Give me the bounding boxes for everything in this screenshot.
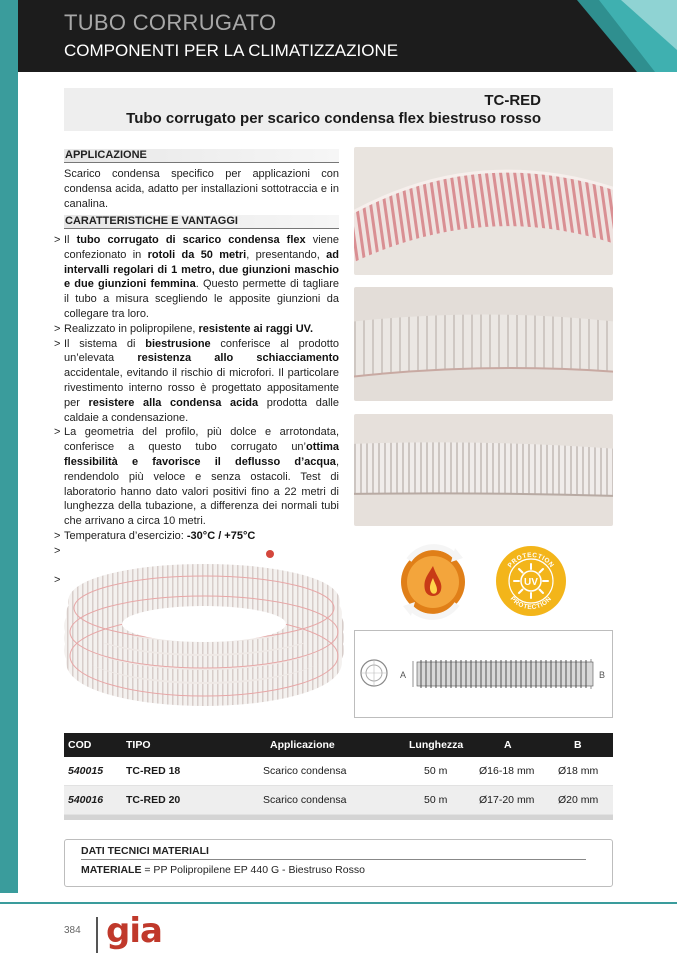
category-title: TUBO CORRUGATO	[64, 10, 277, 35]
cell-cod: 540016	[68, 794, 104, 806]
header-corner-decoration	[537, 0, 677, 72]
product-photo-coil	[62, 542, 346, 710]
subcategory-title: COMPONENTI PER LA CLIMATIZZAZIONE	[64, 41, 399, 60]
feature-text-bold: ad intervalli regolari di 1 metro, due giunzioni maschio e due giunzioni femmina	[64, 248, 340, 291]
header-cod: COD	[68, 739, 92, 751]
feature-text: . Questo permette di tagliare il tubo a misura scegliendo le apposite giunzioni da collegare tra loro.	[64, 278, 340, 320]
header-lunghezza: Lunghezza	[409, 739, 464, 751]
feature-text: , rendendolo più veloce e senza ostacoli. Test di laboratorio hanno dato valori positivi fino a 22 metri di lunghezza della tubazione, a differenza dei normali tubi che arrivano a circa 10 metri.	[64, 455, 339, 528]
page-number: 384	[64, 925, 81, 936]
feature-item	[51, 233, 339, 322]
feature-text-bold: tubo corrugato di scarico condensa flex	[76, 234, 306, 246]
cell-b: Ø20 mm	[558, 794, 599, 806]
header-a: A	[504, 739, 512, 751]
feature-text-bold: resistente ai raggi UV.	[198, 322, 314, 335]
cell-b: Ø18 mm	[558, 765, 599, 777]
feature-text-bold: resistenza allo schiacciamento	[137, 352, 339, 365]
product-code: TC-RED	[484, 92, 541, 109]
feature-text: , presentando,	[246, 248, 327, 261]
materiale-label: MATERIALE	[81, 864, 142, 876]
bullet-marker: >	[54, 337, 61, 350]
table-row	[64, 786, 613, 815]
uv-bottom-label: PROTECTION	[508, 595, 554, 612]
product-title-box	[64, 88, 613, 131]
bullet-marker: >	[54, 322, 61, 335]
product-photo-corrugated	[354, 414, 613, 526]
cell-lunghezza: 50 m	[424, 794, 448, 806]
feature-text: Realizzato in polipropilene,	[64, 322, 199, 335]
cell-a: Ø16-18 mm	[479, 765, 535, 777]
caratteristiche-heading: CARATTERISTICHE E VANTAGGI	[64, 215, 339, 229]
cell-lunghezza: 50 m	[424, 765, 448, 777]
cell-tipo: TC-RED 18	[126, 765, 181, 777]
bullet-marker: >	[54, 544, 61, 557]
uv-top-label: PROTECTION	[506, 551, 556, 570]
feature-text-bold: -30°C / +75°C	[186, 529, 256, 542]
materiale-value: = PP Polipropilene EP 440 G - Biestruso Rosso	[141, 864, 365, 876]
product-table	[64, 733, 613, 820]
feature-text: La geometria del profilo, più dolce e arrotondata, conferisce a questo tubo corrugato un’	[64, 426, 339, 454]
bullet-marker: >	[54, 426, 61, 439]
dati-tecnici-box	[64, 839, 613, 887]
uv-center-label: UV	[524, 577, 538, 588]
logo-separator	[96, 917, 98, 953]
product-photo-biestruso	[354, 287, 613, 401]
cell-tipo: TC-RED 20	[126, 794, 181, 806]
fire-resistance-icon	[397, 542, 469, 620]
feature-item	[51, 322, 339, 337]
feature-text-bold: ottima flessibilità e favorisce il deflusso d’acqua	[64, 441, 339, 468]
header-tipo: TIPO	[126, 739, 151, 751]
product-photo-ribbed	[354, 147, 613, 275]
cell-a: Ø17-20 mm	[479, 794, 535, 806]
applicazione-heading: APPLICAZIONE	[64, 149, 339, 163]
bullet-marker: >	[54, 234, 61, 246]
cell-applicazione: Scarico condensa	[263, 794, 347, 806]
side-accent-bar	[0, 0, 18, 893]
brand-logo: gia	[106, 911, 162, 951]
product-description: Tubo corrugato per scarico condensa flex biestruso rosso	[126, 110, 541, 127]
cell-cod: 540015	[68, 765, 104, 777]
feature-text-bold: biestrusione	[145, 337, 211, 350]
cell-applicazione: Scarico condensa	[263, 765, 347, 777]
header-applicazione: Applicazione	[270, 739, 335, 751]
table-footer-bar	[64, 815, 613, 820]
header-b: B	[574, 739, 582, 751]
table-row	[64, 757, 613, 786]
bullet-marker: >	[54, 529, 61, 542]
feature-text: prodotta dalle caldaie a condensazione.	[64, 396, 339, 424]
feature-text: Il	[64, 234, 77, 246]
diagram-label-a: A	[400, 670, 407, 680]
technical-diagram	[354, 630, 613, 718]
bullet-marker: >	[54, 574, 61, 587]
caratteristiche-list	[51, 233, 339, 588]
feature-text-bold: rotoli da 50 metri	[147, 248, 247, 261]
footer-divider	[0, 902, 677, 904]
feature-item	[51, 337, 339, 426]
feature-text: viene confezionato in	[64, 234, 339, 261]
applicazione-text: Scarico condensa specifico per applicazioni con condensa acida, adatto per installazioni sottotraccia e in canalina.	[64, 168, 339, 210]
table-header	[64, 733, 613, 757]
feature-text: Temperatura d’esercizio:	[64, 529, 187, 542]
diagram-label-b: B	[599, 670, 606, 680]
materiale-line	[81, 864, 365, 876]
page-header	[18, 0, 677, 72]
feature-text: conferisce al prodotto un’elevata	[64, 337, 339, 365]
feature-text-bold: resistere alla condensa acida	[88, 396, 259, 409]
dati-tecnici-heading: DATI TECNICI MATERIALI	[81, 845, 586, 860]
uv-protection-icon	[495, 545, 567, 617]
feature-text: accidentale, evitando il rischio di microfori. Il particolare rivestimento interno rosso è progettato appositamente per	[64, 367, 339, 409]
feature-text: Il sistema di	[64, 337, 146, 350]
feature-item	[51, 425, 339, 529]
